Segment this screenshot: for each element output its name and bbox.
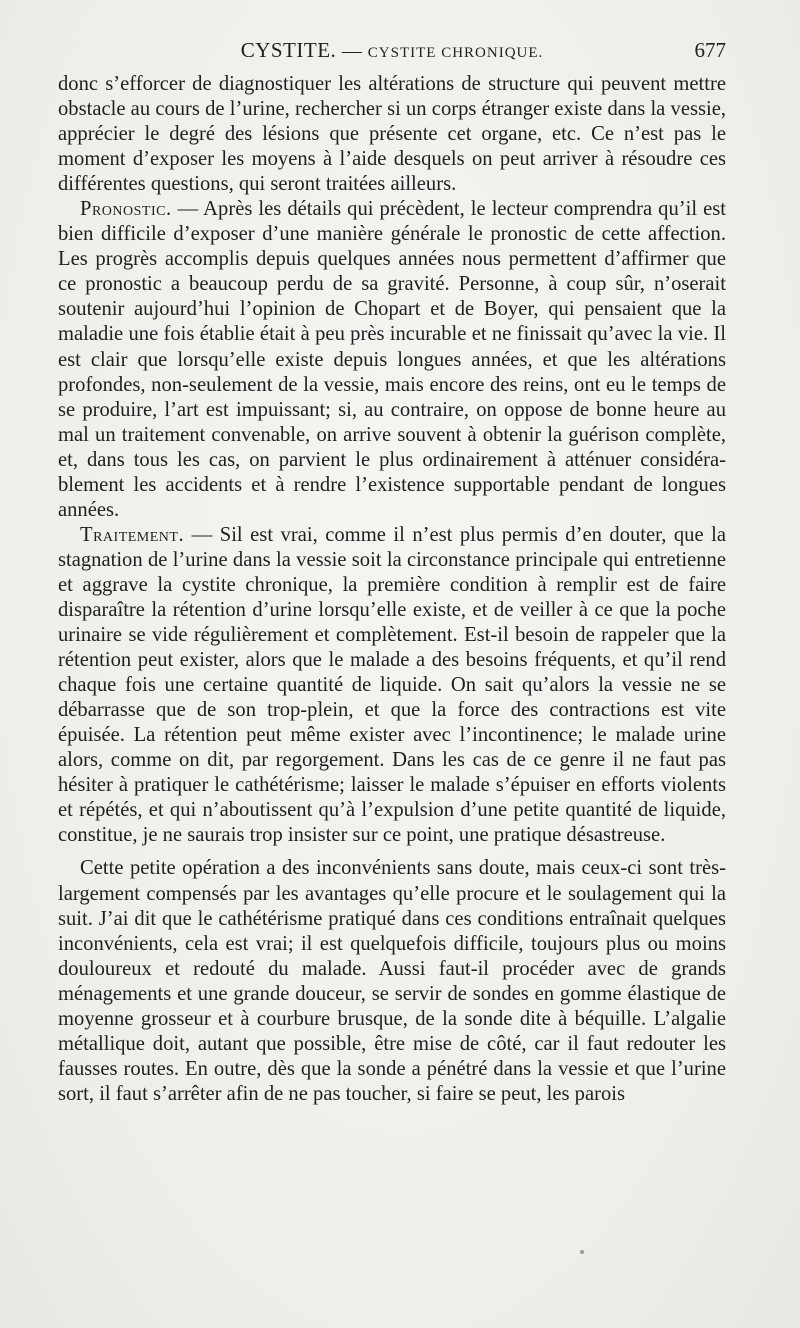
section-heading-traitement: Traitement. bbox=[80, 523, 185, 546]
paper-speck bbox=[580, 1250, 584, 1254]
section-heading-pronostic: Pronostic. bbox=[80, 198, 172, 221]
paragraph-traitement bbox=[58, 523, 726, 849]
running-title bbox=[58, 38, 726, 63]
paragraph-traitement-text: — Sil est vrai, comme il n’est plus permis d’en douter, que la stagnation de l’urine dans la vessie soit la circonstance principale qui entretienne et aggrave la cystite chronique, la première condition à remplir est de faire disparaître la rétention d’urine lorsqu’elle existe, et de veiller à ce que la poche urinaire se vide régulièrement et complètement. Est-il besoin de rappeler que la rétention peut exister, alors que le malade a des besoins fréquents, et qu’il rend chaque fois une certaine quantité de liquide. On sait qu’alors la vessie ne se débarrasse que de son trop-plein, et que la force des contractions est vite épuisée. La rétention peut même exister avec l’incontinence; le malade urine alors, comme on dit, par regorgement. Dans les cas de ce genre il ne faut pas hésiter à pratiquer le cathétérisme; laisser le malade s’épuiser en efforts violents et répétés, et qui n’aboutissent qu’à l’expulsion d’une petite quantité de liquide, constitue, je ne saurais trop insister sur ce point, une pratique désastreuse. bbox=[58, 523, 726, 847]
running-header bbox=[58, 38, 726, 68]
paragraph-pronostic bbox=[58, 197, 726, 523]
running-title-sub: CYSTITE CHRONIQUE. bbox=[367, 45, 544, 61]
paragraph-pronostic-text: — Après les détails qui précèdent, le lecteur comprendra qu’il est bien difficile d’exposer d’une manière générale le pronostic de cette affection. Les progrès accomplis depuis quelques années nous permettent d’affirmer que ce pronostic a beaucoup perdu de sa gravité. Personne, à coup sûr, n’oserait soutenir aujourd’hui l’opinion de Chopart et de Boyer, qui pensaient que la maladie une fois établie était à peu près incurable et ne finissait qu’avec la vie. Il est clair que lorsqu’elle existe depuis longues années, et que les altérations profondes, non-seulement de la vessie, mais encore des reins, ont eu le temps de se produire, l’art est impuissant; si, au contraire, on oppose de bonne heure au mal un traitement convenable, on arrive souvent à obtenir la guérison complète, et, dans tous les cas, on parvient le plus ordinairement à atténuer considérablement les accidents et à rendre l’existence supportable pendant de longues années. bbox=[58, 198, 726, 521]
paragraph-intro: donc s’efforcer de diagnostiquer les altérations de structure qui peuvent mettre obstacle au cours de l’urine, rechercher si un corps étranger existe dans la vessie, apprécier le degré des lésions que présente cet organe, etc. Ce n’est pas le moment d’exposer les moyens à l’aide desquels on peut arriver à résoudre ces différentes questions, qui seront traitées ailleurs. bbox=[58, 73, 726, 196]
body-text bbox=[58, 72, 726, 1107]
paragraph-cette: Cette petite opération a des inconvénients sans doute, mais ceux-ci sont très-largement compensés par les avantages qu’elle procure et le soulagement qui la suit. J’ai dit que le cathétérisme pratiqué dans ces conditions entraînait quelques inconvénients, cela est vrai; il est quelquefois difficile, toujours plus ou moins douloureux et redouté du malade. Aussi faut-il procéder avec de grands ménagements et une grande douceur, se servir de sondes en gomme élastique de moyenne grosseur et à courbure brusque, de la sonde dite à béquille. L’algalie métallique doit, autant que possible, être mise de côté, car il faut redouter les fausses routes. En outre, dès que la sonde a pénétré dans la vessie et que l’urine sort, il faut s’arrêter afin de ne pas toucher, si faire se peut, les parois bbox=[58, 857, 726, 1105]
running-title-main: CYSTITE. bbox=[240, 38, 337, 62]
page-number: 677 bbox=[694, 38, 726, 62]
running-title-dash: — bbox=[336, 40, 368, 62]
